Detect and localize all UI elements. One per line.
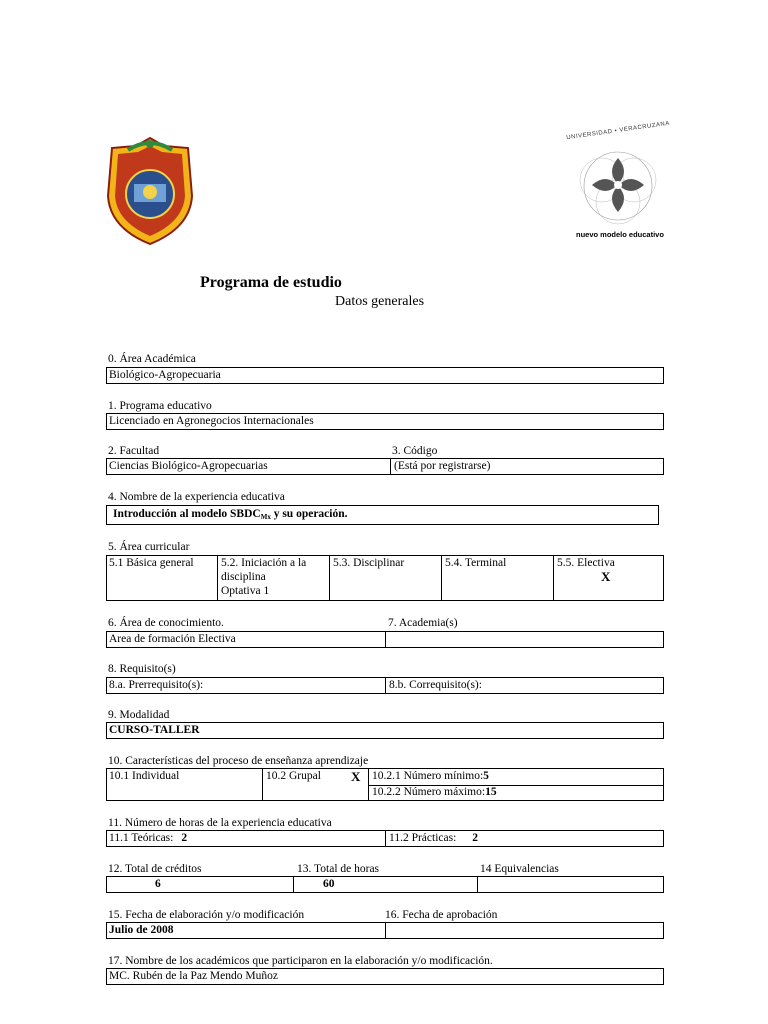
iniciacion-cell: 5.2. Iniciación a la — [221, 557, 307, 569]
modalidad-label: 9. Modalidad — [108, 709, 170, 721]
prerrequisito-cell: 8.a. Prerrequisito(s): — [109, 679, 204, 691]
divider — [477, 877, 478, 892]
divider — [217, 556, 218, 600]
nombre-tail-text: y su operación. — [270, 508, 348, 520]
numero-horas-label: 11. Número de horas de la experiencia educativa — [108, 817, 332, 829]
programa-educativo-label: 1. Programa educativo — [108, 400, 212, 412]
area-conocimiento-label: 6. Área de conocimiento. — [108, 617, 224, 629]
teoricas-value: 2 — [181, 832, 188, 844]
individual-cell: 10.1 Individual — [109, 770, 180, 782]
divider — [329, 556, 330, 600]
area-curricular-table — [106, 555, 664, 601]
codigo-label: 3. Código — [392, 445, 438, 457]
teoricas-cell — [107, 831, 189, 846]
total-creditos-value: 6 — [155, 878, 161, 890]
grupal-mark: X — [351, 769, 361, 784]
modalidad-field — [106, 722, 664, 739]
area-conocimiento-value: Area de formación Electiva — [109, 633, 236, 645]
divider — [390, 459, 391, 474]
academicos-field — [106, 968, 664, 985]
university-seal-logo — [104, 136, 196, 246]
facultad-label: 2. Facultad — [108, 445, 160, 457]
fecha-elaboracion-value: Julio de 2008 — [109, 924, 174, 936]
divider — [553, 556, 554, 600]
optativa-cell: Optativa 1 — [221, 585, 270, 597]
electiva-cell: 5.5. Electiva — [557, 557, 615, 569]
page-subtitle: Datos generales — [335, 294, 425, 309]
facultad-value: Ciencias Biológico-Agropecuarias — [109, 460, 268, 472]
nuevo-modelo-logo — [560, 120, 672, 244]
clover-emblem-icon — [560, 128, 672, 228]
nombre-experiencia-label: 4. Nombre de la experiencia educativa — [108, 491, 285, 503]
numero-minimo-value: 5 — [483, 770, 489, 782]
requisitos-label: 8. Requisito(s) — [108, 663, 176, 675]
caracteristicas-label: 10. Características del proceso de enseñanza aprendizaje — [108, 755, 369, 767]
fechas-row — [106, 922, 664, 939]
area-academica-label: 0. Área Académica — [108, 353, 196, 365]
disciplinar-cell: 5.3. Disciplinar — [333, 557, 405, 569]
equivalencias-value — [479, 877, 483, 879]
iniciacion-cell-line2: disciplina — [221, 571, 266, 583]
modalidad-value: CURSO-TALLER — [109, 724, 200, 736]
divider — [385, 923, 386, 938]
divider — [293, 877, 294, 892]
programa-educativo-value: Licenciado en Agronegocios Internacionales — [109, 415, 314, 427]
fecha-aprobacion-value — [387, 923, 391, 925]
nombre-experiencia-value — [111, 507, 350, 525]
codigo-value: (Está por registrarse) — [394, 460, 491, 472]
nombre-subscript: Mx — [260, 513, 271, 521]
caracteristicas-table — [106, 768, 664, 801]
academicos-label: 17. Nombre de los académicos que participaron en la elaboración y/o modificación. — [108, 955, 493, 967]
numero-maximo-cell — [370, 785, 499, 800]
divider — [441, 556, 442, 600]
requisitos-row — [106, 677, 664, 694]
teoricas-label: 11.1 Teóricas: — [109, 832, 174, 844]
creditos-horas-row — [106, 876, 664, 893]
nombre-experiencia-field — [106, 505, 659, 525]
area-academica-field — [106, 367, 664, 384]
practicas-value: 2 — [472, 832, 479, 844]
numero-horas-row — [106, 830, 664, 847]
nombre-main-text: Introducción al modelo SBDC — [113, 508, 261, 520]
divider — [385, 831, 386, 846]
fecha-aprobacion-label: 16. Fecha de aprobación — [385, 909, 498, 921]
numero-minimo-cell — [370, 769, 491, 784]
practicas-cell — [387, 831, 480, 846]
practicas-label: 11.2 Prácticas: — [389, 832, 457, 844]
page-title: Programa de estudio — [200, 274, 342, 291]
divider — [385, 678, 386, 693]
equivalencias-label: 14 Equivalencias — [480, 863, 559, 875]
logo-caption: nuevo modelo educativo — [576, 230, 664, 239]
divider — [262, 769, 263, 800]
basica-general-cell: 5.1 Básica general — [109, 557, 194, 569]
seal-emblem-icon — [104, 136, 196, 246]
divider — [385, 632, 386, 647]
academicos-value: MC. Rubén de la Paz Mendo Muñoz — [109, 970, 278, 982]
area-curricular-label: 5. Área curricular — [108, 541, 190, 553]
total-creditos-label: 12. Total de créditos — [108, 863, 202, 875]
total-horas-value: 60 — [323, 878, 335, 890]
numero-maximo-label: 10.2.2 Número máximo: — [372, 786, 486, 798]
correquisito-cell: 8.b. Correquisito(s): — [389, 679, 482, 691]
facultad-codigo-row — [106, 458, 664, 475]
logo-arc-text: UNIVERSIDAD • VERACRUZANA — [566, 120, 671, 142]
conocimiento-academia-row — [106, 631, 664, 648]
programa-educativo-field — [106, 413, 664, 430]
academia-label: 7. Academia(s) — [388, 617, 458, 629]
fecha-elaboracion-label: 15. Fecha de elaboración y/o modificación — [108, 909, 305, 921]
numero-minimo-label: 10.2.1 Número mínimo: — [372, 770, 484, 782]
grupal-cell: 10.2 Grupal — [266, 770, 321, 782]
academia-value — [387, 632, 391, 634]
area-academica-value: Biológico-Agropecuaria — [109, 369, 221, 381]
total-horas-label: 13. Total de horas — [297, 863, 380, 875]
terminal-cell: 5.4. Terminal — [445, 557, 507, 569]
numero-maximo-value: 15 — [485, 786, 497, 798]
electiva-mark: X — [601, 569, 611, 584]
